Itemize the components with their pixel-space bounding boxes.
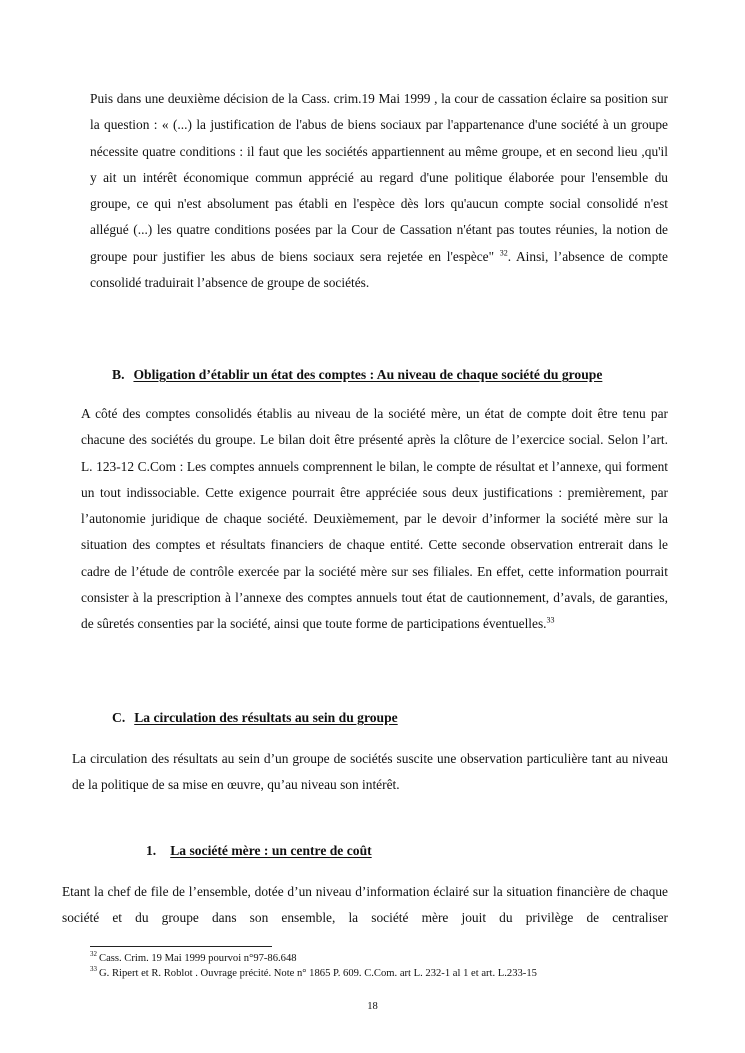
section-heading-b <box>112 367 602 383</box>
section-heading-c <box>112 710 398 726</box>
paragraph-cass-crim-1999 <box>90 86 668 296</box>
section-number: C. <box>112 710 126 725</box>
paragraph-text: Puis dans une deuxième décision de la Cass. crim.19 Mai 1999 , la cour de cassation éclaire sa position sur la question : « (...) la justification de l'abus de biens sociaux par l'appartenance d'une société à un groupe nécessite quatre conditions : il faut que les sociétés appartiennent au même groupe, et en second lieu ,qu'il y ait un intérêt économique commun apprécié au regard d'une politique élaborée pour l'ensemble du groupe, ce qui n'est absolument pas établi en l'espèce dès lors qu'aucun compte social consolidé n'est allégué (...) les quatre conditions posées par la Cour de Cassation n'étant pas toutes réunies, la notion de groupe pour justifier les abus de biens sociaux sera rejetée en l'espèce" <box>90 91 668 264</box>
footnote-ref-32[interactable]: 32 <box>499 248 508 258</box>
paragraph-text: Etant la chef de file de l’ensemble, dotée d’un niveau d’information éclairé sur la situation financière de chaque société et du groupe dans son ensemble, la société mère jouit du privilège de centraliser <box>62 884 668 926</box>
section-heading-1 <box>146 843 372 859</box>
page-number: 18 <box>367 1001 378 1012</box>
paragraph-etat-des-comptes <box>81 401 668 638</box>
paragraph-societe-mere <box>62 879 668 932</box>
paragraph-text-tail: . Ainsi, l’absence de compte consolidé traduirait l’absence de groupe de sociétés. <box>90 248 668 291</box>
paragraph-text: La circulation des résultats au sein d’un groupe de sociétés suscite une observation particulière tant au niveau de la politique de sa mise en œuvre, qu’au niveau son intérêt. <box>72 751 668 793</box>
footnote-divider <box>90 946 272 947</box>
footnote-number: 33 <box>90 965 97 974</box>
section-title: Obligation d’établir un état des comptes : Au niveau de chaque société du groupe <box>133 367 603 382</box>
footnote-33 <box>90 967 537 980</box>
section-number: B. <box>112 367 125 382</box>
footnote-number: 32 <box>90 950 97 959</box>
footnote-ref-33[interactable]: 33 <box>546 615 555 625</box>
paragraph-circulation-resultats <box>72 746 668 799</box>
section-title: La circulation des résultats au sein du groupe <box>134 710 398 725</box>
paragraph-text: A côté des comptes consolidés établis au niveau de la société mère, un état de compte doit être tenu par chacune des sociétés du groupe. Le bilan doit être présenté après la clôture de l’exercice social. Selon l’art. L. 123-12 C.Com : Les comptes annuels comprennent le bilan, le compte de résultat et l’annexe, qui forment un tout indissociable. Cette exigence pourrait être appréciée sous deux justifications : premièrement, par l’autonomie juridique de chaque société. Deuxièmement, par le devoir d’informer la société mère sur la situation des comptes et résultats financiers de chaque entité. Cette seconde observation entrerait dans le cadre de l’étude de contrôle exercée par la société mère sur ses filiales. En effet, cette information pourrait consister à la prescription à l’annexe des comptes annuels tout état de cautionnement, d’avals, de garanties, de sûretés consenties par la société, ainsi que toute forme de participations éventuelles. <box>81 406 668 632</box>
footnote-32 <box>90 952 297 965</box>
footnote-text: Cass. Crim. 19 Mai 1999 pourvoi n°97-86.648 <box>99 953 297 964</box>
footnote-text: G. Ripert et R. Roblot . Ouvrage précité. Note n° 1865 P. 609. C.Com. art L. 232-1 al 1 et art. L.233-15 <box>99 968 537 979</box>
section-number: 1. <box>146 843 157 858</box>
section-title: La société mère : un centre de coût <box>170 843 372 858</box>
